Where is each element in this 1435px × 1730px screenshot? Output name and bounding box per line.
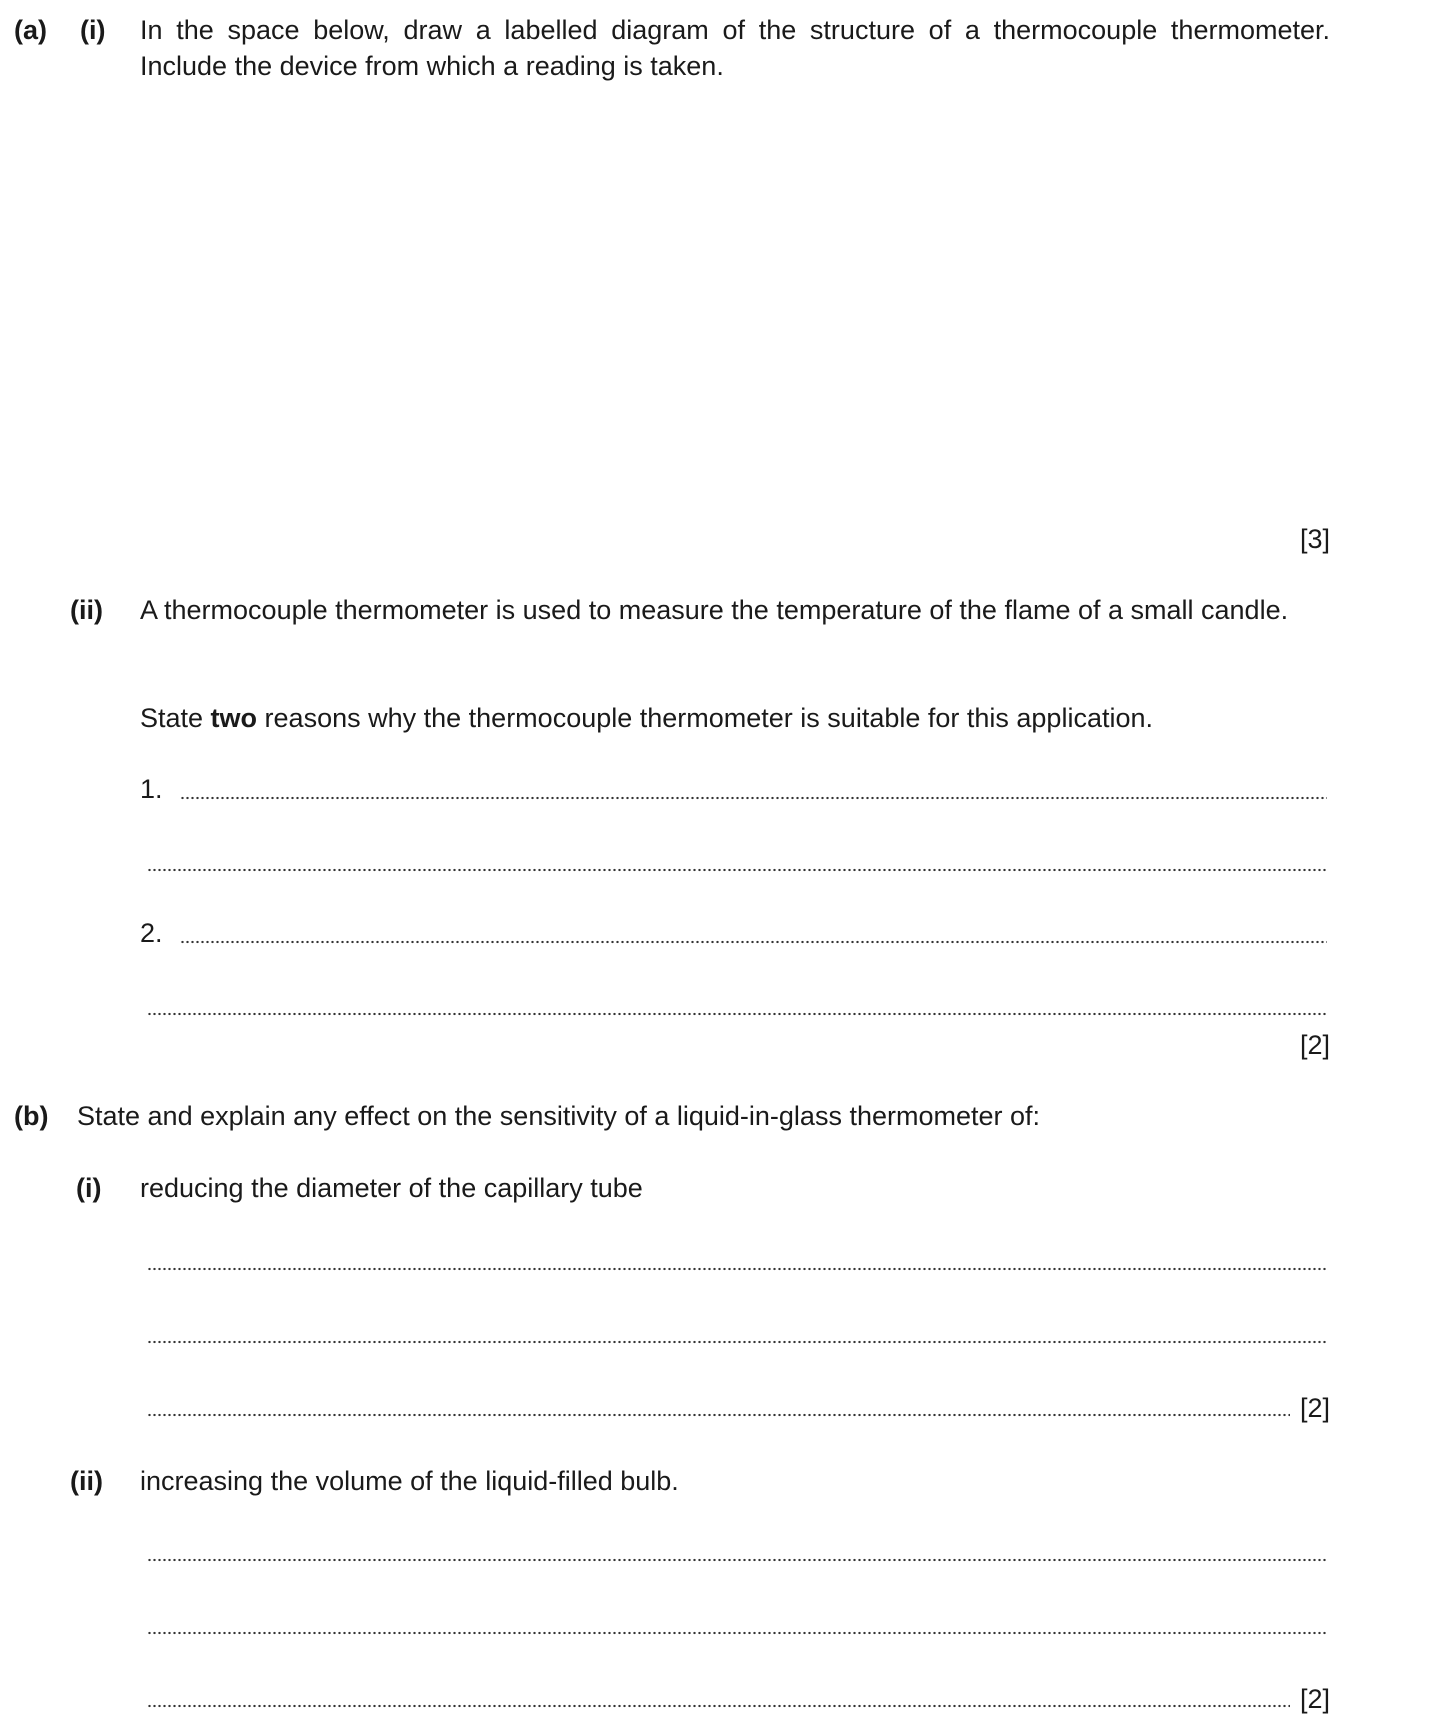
answer-number-2: 2.: [140, 918, 163, 948]
answer-line-b-i-3[interactable]: [147, 1413, 1290, 1417]
answer-number-1: 1.: [140, 774, 163, 804]
part-b-i-marks: [2]: [1299, 1393, 1330, 1423]
part-b-ii-question: increasing the volume of the liquid-filled bulb.: [140, 1466, 679, 1496]
answer-line-b-i-1[interactable]: [147, 1267, 1327, 1271]
answer-line-b-ii-3[interactable]: [147, 1704, 1290, 1708]
part-a-label: (a): [14, 15, 47, 45]
part-b-ii-marks: [2]: [1299, 1684, 1330, 1714]
answer-line-a-ii-2a[interactable]: [180, 940, 1327, 944]
part-b-i-question: reducing the diameter of the capillary tube: [140, 1173, 643, 1203]
part-b-question: State and explain any effect on the sensitivity of a liquid-in-glass thermometer of:: [77, 1101, 1041, 1131]
part-a-ii-label: (ii): [70, 595, 103, 625]
answer-line-b-i-2[interactable]: [147, 1340, 1327, 1344]
part-a-i-marks: [3]: [1299, 524, 1330, 554]
emphasis-two: two: [210, 703, 258, 733]
answer-line-a-ii-1a[interactable]: [180, 796, 1327, 800]
answer-line-a-ii-2b[interactable]: [147, 1012, 1327, 1016]
part-b-label: (b): [14, 1101, 49, 1131]
part-a-i-question: In the space below, draw a labelled diagram of the structure of a thermocouple thermometer. Include the device from which a reading is taken.: [140, 15, 1330, 81]
part-b-ii-label: (ii): [70, 1466, 103, 1496]
part-a-ii-instruction: State two reasons why the thermocouple thermometer is suitable for this application.: [140, 703, 1153, 733]
part-a-ii-question: A thermocouple thermometer is used to measure the temperature of the flame of a small candle.: [140, 595, 1289, 625]
diagram-drawing-space[interactable]: [140, 100, 1330, 520]
answer-line-b-ii-1[interactable]: [147, 1558, 1327, 1562]
part-a-i-label: (i): [80, 15, 106, 45]
answer-line-b-ii-2[interactable]: [147, 1631, 1327, 1635]
answer-line-a-ii-1b[interactable]: [147, 868, 1327, 872]
part-b-i-label: (i): [76, 1173, 102, 1203]
part-a-ii-marks: [2]: [1299, 1030, 1330, 1060]
